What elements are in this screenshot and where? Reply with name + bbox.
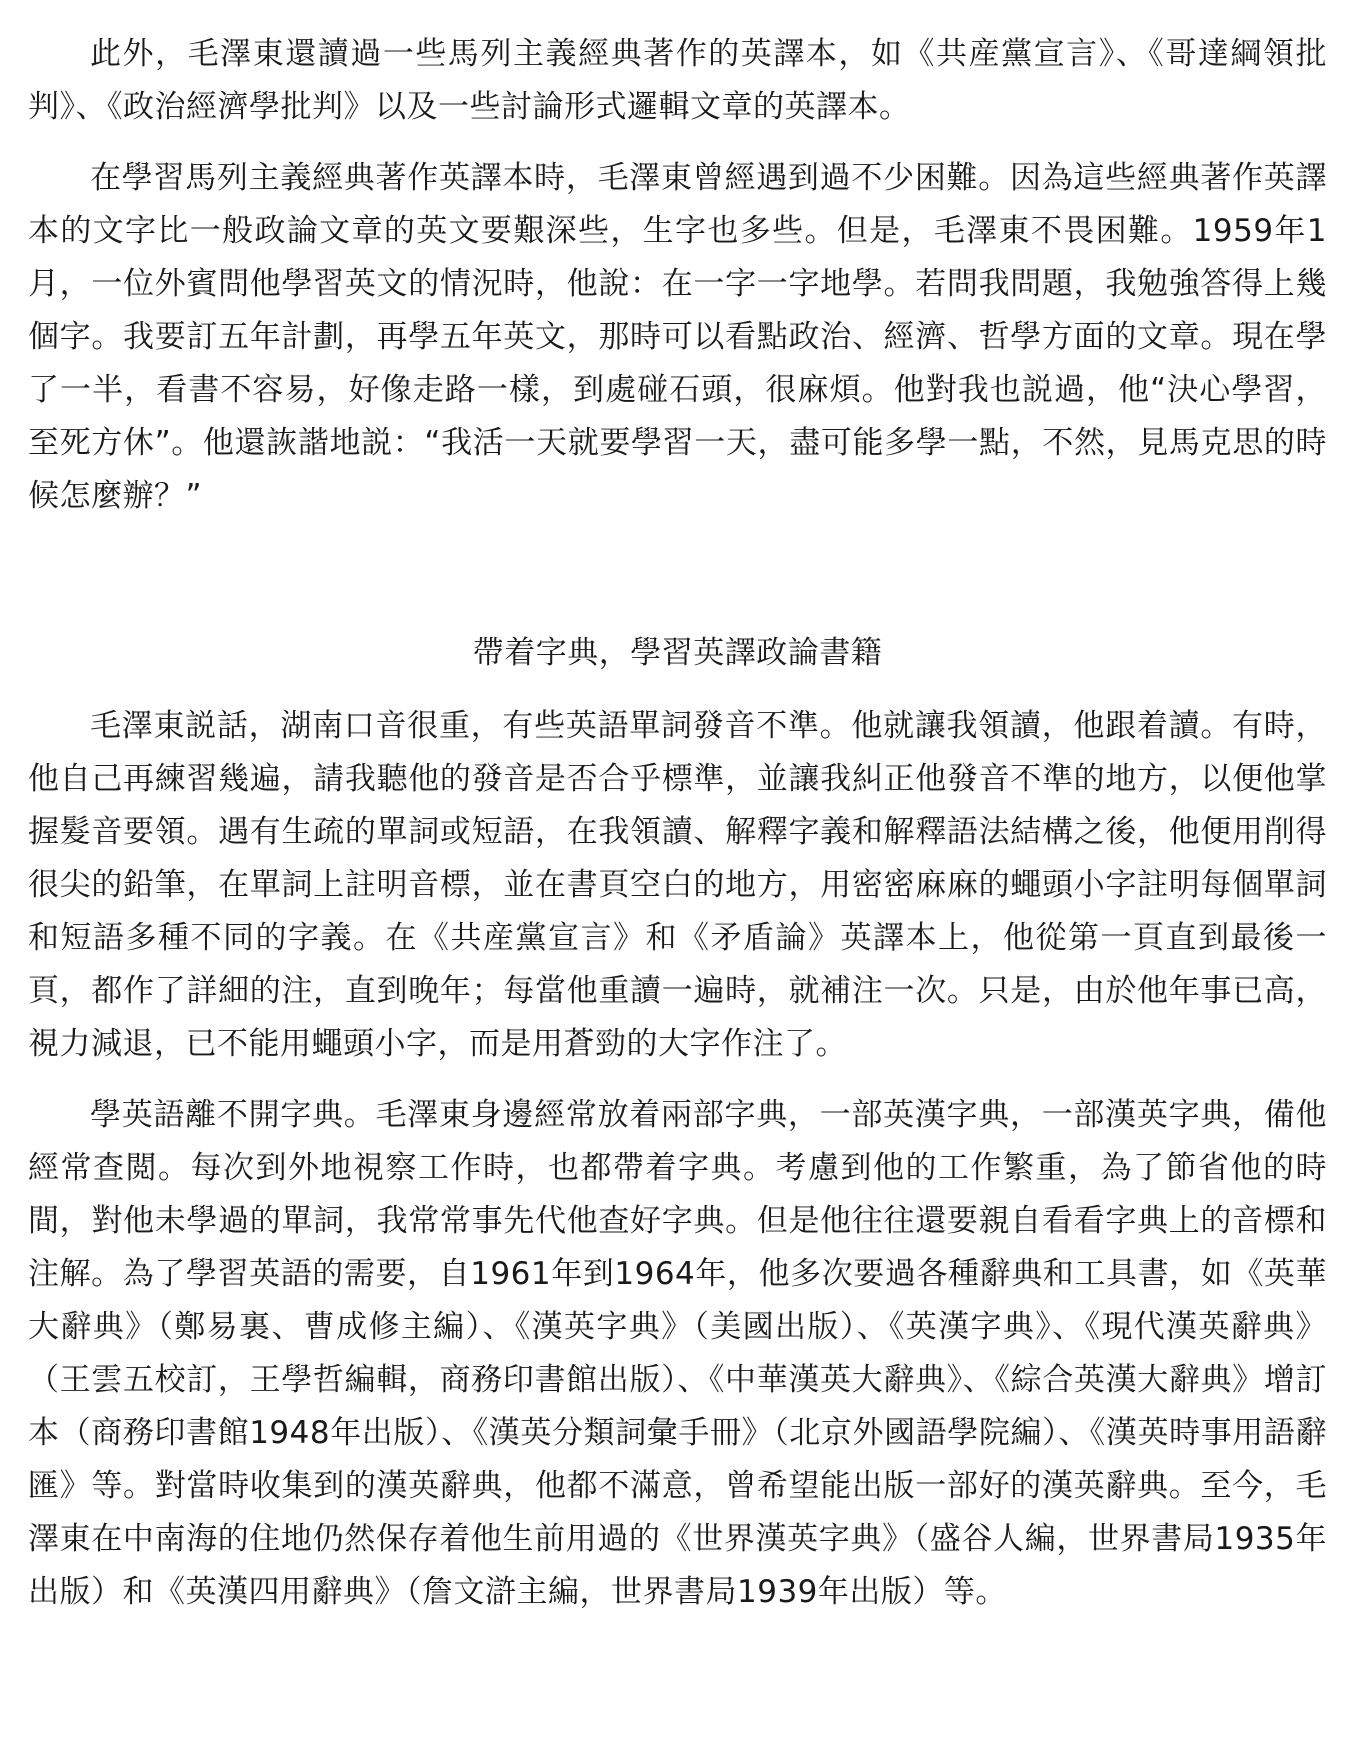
paragraph-dictionaries: 學英語離不開字典。毛澤東身邊經常放着兩部字典，一部英漢字典，一部漢英字典，備他經常查閲。每次到外地視察工作時，也都帶着字典。考慮到他的工作繁重，為了節省他的時間，對他未學過的單詞，我常常事先代他查好字典。但是他往往還要親自看看字典上的音標和注解。為了學習英語的需要，自1961年到1964年，他多次要過各種辭典和工具書，如《英華大辭典》（鄭易裏、曹成修主編）、《漢英字典》（美國出版）、《英漢字典》、《現代漢英辭典》（王雲五校訂，王學哲編輯，商務印書館出版）、《中華漢英大辭典》、《綜合英漢大辭典》增訂本（商務印書館1948年出版）、《漢英分類詞彙手冊》（北京外國語學院編）、《漢英時事用語辭匯》等。對當時收集到的漢英辭典，他都不滿意，曾希望能出版一部好的漢英辭典。至今，毛澤東在中南海的住地仍然保存着他生前用過的《世界漢英字典》（盛谷人編，世界書局1935年出版）和《英漢四用辭典》（詹文滸主編，世界書局1939年出版）等。 — [28, 1097, 1327, 1610]
paragraph-study-difficulties: 在學習馬列主義經典著作英譯本時，毛澤東曾經遇到過不少困難。因為這些經典著作英譯本的文字比一般政論文章的英文要艱深些，生字也多些。但是，毛澤東不畏困難。1959年1月，一位外賓問他學習英文的情況時，他說：在一字一字地學。若問我問題，我勉強答得上幾個字。我要訂五年計劃，再學五年英文，那時可以看點政治、經濟、哲學方面的文章。現在學了一半，看書不容易，好像走路一樣，到處碰石頭，很麻煩。他對我也説過，他“決心學習，至死方休”。他還詼諧地説：“我活一天就要學習一天，盡可能多學一點，不然，見馬克思的時候怎麼辦？” — [28, 160, 1327, 514]
paragraph-pronunciation: 毛澤東説話，湖南口音很重，有些英語單詞發音不準。他就讓我領讀，他跟着讀。有時，他自己再練習幾遍，請我聽他的發音是否合乎標準，並讓我糾正他發音不準的地方，以便他掌握髮音要領。遇有生疏的單詞或短語，在我領讀、解釋字義和解釋語法結構之後，他便用削得很尖的鉛筆，在單詞上註明音標，並在書頁空白的地方，用密密麻麻的蠅頭小字註明每個單詞和短語多種不同的字義。在《共産黨宣言》和《矛盾論》英譯本上，他從第一頁直到最後一頁，都作了詳細的注，直到晚年；每當他重讀一遍時，就補注一次。只是，由於他年事已高，視力減退，已不能用蠅頭小字，而是用蒼勁的大字作注了。 — [28, 708, 1327, 1062]
section-heading: 帶着字典，學習英譯政論書籍 — [472, 635, 883, 671]
paragraph-english-translations: 此外，毛澤東還讀過一些馬列主義經典著作的英譯本，如《共産黨宣言》、《哥達綱領批判》、《政治經濟學批判》以及一些討論形式邏輯文章的英譯本。 — [28, 36, 1327, 125]
